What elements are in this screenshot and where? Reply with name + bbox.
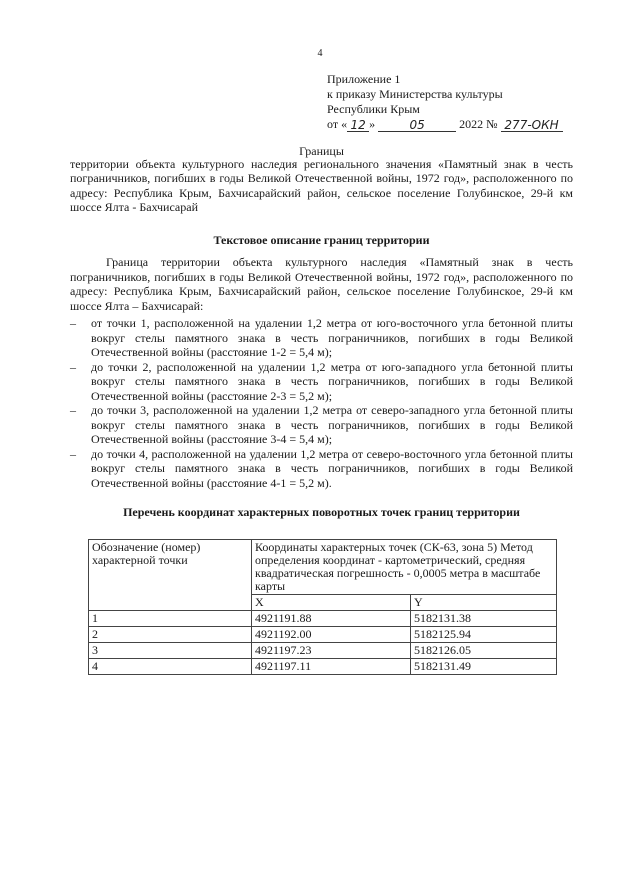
document-title: Границы — [299, 144, 344, 158]
cell-x: 4921191.88 — [252, 611, 411, 627]
cell-point-number: 4 — [89, 659, 252, 675]
cell-x: 4921192.00 — [252, 627, 411, 643]
list-item-text: до точки 4, расположенной на удалении 1,2 метра от северо-восточного угла бетонной плиты вокруг стелы памятного знака в честь пограничников, погибших в годы Великой Отечественной войны (расстояние 4-1 = 5,2 м). — [91, 446, 573, 490]
header-coordinates: Координаты характерных точек (СК-63, зона 5) Метод определения координат - картометрический, средняя квадратическая погрешность - 0,0005 метра в масштабе карты — [252, 540, 557, 595]
appendix-line-2: к приказу Министерства культуры — [327, 87, 503, 101]
list-item — [70, 316, 573, 360]
cell-point-number: 1 — [89, 611, 252, 627]
list-marker: – — [70, 359, 76, 374]
list-marker: – — [70, 316, 76, 330]
list-item-text: до точки 2, расположенной на удалении 1,2 метра от юго-западного угла бетонной плиты вокруг стелы памятного знака в честь пограничников, погибших в годы Великой Отечественной войны (расстояние 2-3 = 5,2 м); — [91, 359, 573, 403]
document-subject: территории объекта культурного наследия регионального значения «Памятный знак в честь пограничников, погибших в годы Великой Отечественной войны, 1972 год», расположенного по адресу: Республика Крым, Бахчисарайский район, сельское поселение Голубинское, 29-й км шоссе Ялта - Бахчисарай — [70, 157, 573, 214]
date-month: 05 — [378, 118, 456, 132]
cell-y: 5182126.05 — [411, 643, 557, 659]
section-heading-coordinates: Перечень координат характерных поворотных точек границ территории — [123, 505, 520, 519]
date-separator: » — [369, 117, 376, 131]
cell-point-number: 3 — [89, 643, 252, 659]
date-prefix: от « — [327, 117, 348, 131]
list-marker: – — [70, 446, 76, 461]
table-row — [89, 611, 557, 627]
cell-point-number: 2 — [89, 627, 252, 643]
page-number: 4 — [317, 48, 323, 59]
header-x: X — [252, 595, 411, 611]
cell-y: 5182125.94 — [411, 627, 557, 643]
order-number: 277-ОКН — [501, 118, 563, 132]
table-header-row — [89, 540, 557, 595]
table-row — [89, 627, 557, 643]
date-year: 2022 № — [459, 117, 498, 131]
boundary-points-list — [70, 316, 573, 490]
coordinates-table — [88, 539, 557, 675]
table-row — [89, 659, 557, 675]
cell-y: 5182131.49 — [411, 659, 557, 675]
cell-x: 4921197.11 — [252, 659, 411, 675]
cell-x: 4921197.23 — [252, 643, 411, 659]
cell-y: 5182131.38 — [411, 611, 557, 627]
appendix-header — [327, 72, 627, 132]
list-item — [70, 447, 573, 491]
list-item-text: от точки 1, расположенной на удалении 1,2 метра от юго-восточного угла бетонной плиты вокруг стелы памятного знака в честь пограничников, погибших в годы Великой Отечественной войны (расстояние 1-2 = 5,4 м); — [91, 316, 573, 359]
table-row — [89, 643, 557, 659]
list-item-text: до точки 3, расположенной на удалении 1,2 метра от северо-западного угла бетонной плиты вокруг стелы памятного знака в честь пограничников, погибших в годы Великой Отечественной войны (расстояние 3-4 = 5,4 м); — [91, 403, 573, 446]
appendix-line-1: Приложение 1 — [327, 72, 401, 86]
list-item — [70, 360, 573, 404]
date-day: 12 — [347, 118, 369, 132]
appendix-date-line — [327, 117, 627, 132]
header-y: Y — [411, 595, 557, 611]
appendix-line-3: Республики Крым — [327, 102, 420, 116]
header-point-number: Обозначение (номер) характерной точки — [89, 540, 252, 611]
list-marker: – — [70, 403, 76, 417]
list-item — [70, 403, 573, 447]
intro-paragraph: Граница территории объекта культурного наследия «Памятный знак в честь пограничников, погибших в годы Великой Отечественной войны, 1972 год», расположенного по адресу: Республика Крым, Бахчисарайский район, сельское поселение Голубинское, 29-й км шоссе Ялта – Бахчисарай: — [70, 255, 573, 313]
section-heading-text-description: Текстовое описание границ территории — [213, 233, 430, 247]
